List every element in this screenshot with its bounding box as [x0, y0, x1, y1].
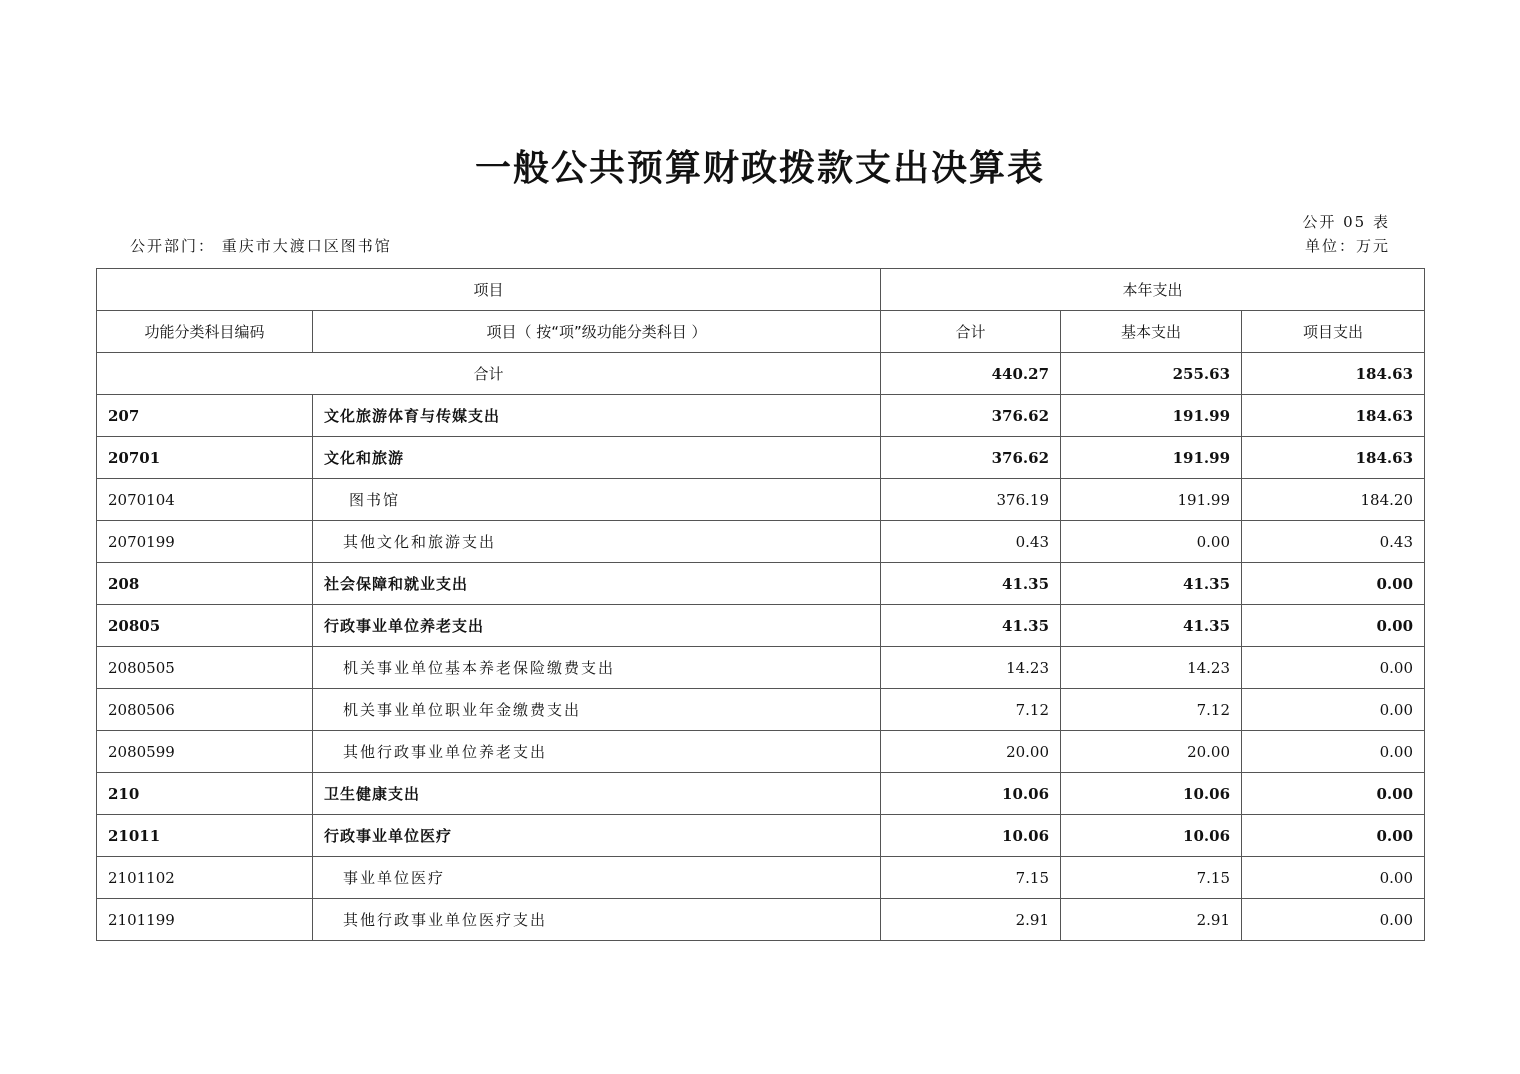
row-basic: 0.00 — [1061, 521, 1242, 563]
table-row — [97, 605, 1425, 647]
header-basic: 基本支出 — [1061, 311, 1242, 353]
row-name: 文化和旅游 — [313, 437, 881, 479]
table-row — [97, 479, 1425, 521]
row-code: 208 — [97, 563, 313, 605]
row-name: 图书馆 — [313, 479, 881, 521]
row-code: 2070199 — [97, 521, 313, 563]
row-code: 20805 — [97, 605, 313, 647]
row-basic: 41.35 — [1061, 563, 1242, 605]
total-sum: 440.27 — [881, 353, 1061, 395]
row-basic: 191.99 — [1061, 479, 1242, 521]
table-row — [97, 815, 1425, 857]
row-project: 184.63 — [1242, 437, 1425, 479]
row-project: 0.00 — [1242, 731, 1425, 773]
expenditure-table — [96, 268, 1425, 941]
header-name: 项目（ 按“项”级功能分类科目 ） — [313, 311, 881, 353]
row-code: 207 — [97, 395, 313, 437]
row-code: 210 — [97, 773, 313, 815]
row-project: 0.00 — [1242, 689, 1425, 731]
header-project: 项目支出 — [1242, 311, 1425, 353]
total-project: 184.63 — [1242, 353, 1425, 395]
total-label: 合计 — [97, 353, 881, 395]
row-name: 机关事业单位职业年金缴费支出 — [313, 689, 881, 731]
row-project: 0.00 — [1242, 857, 1425, 899]
unit-label: 单位：万元 — [1304, 237, 1390, 255]
table-row — [97, 857, 1425, 899]
row-name: 卫生健康支出 — [313, 773, 881, 815]
row-total: 10.06 — [881, 773, 1061, 815]
row-project: 0.00 — [1242, 563, 1425, 605]
row-total: 20.00 — [881, 731, 1061, 773]
row-project: 0.00 — [1242, 605, 1425, 647]
row-project: 0.43 — [1242, 521, 1425, 563]
table-row — [97, 521, 1425, 563]
row-name: 社会保障和就业支出 — [313, 563, 881, 605]
row-code: 20701 — [97, 437, 313, 479]
row-project: 0.00 — [1242, 815, 1425, 857]
row-total: 376.62 — [881, 437, 1061, 479]
row-basic: 2.91 — [1061, 899, 1242, 941]
row-name: 机关事业单位基本养老保险缴费支出 — [313, 647, 881, 689]
header-total: 合计 — [881, 311, 1061, 353]
header-item: 项目 — [97, 269, 881, 311]
row-code: 2080506 — [97, 689, 313, 731]
row-basic: 41.35 — [1061, 605, 1242, 647]
row-project: 184.63 — [1242, 395, 1425, 437]
row-code: 2080505 — [97, 647, 313, 689]
row-code: 21011 — [97, 815, 313, 857]
row-project: 0.00 — [1242, 899, 1425, 941]
header-row-columns — [97, 311, 1425, 353]
row-name: 其他行政事业单位养老支出 — [313, 731, 881, 773]
row-basic: 191.99 — [1061, 437, 1242, 479]
row-name: 行政事业单位医疗 — [313, 815, 881, 857]
header-row-top — [97, 269, 1425, 311]
row-code: 2101199 — [97, 899, 313, 941]
table-row — [97, 395, 1425, 437]
header-year-expenditure: 本年支出 — [881, 269, 1425, 311]
row-project: 0.00 — [1242, 647, 1425, 689]
form-number: 公开 05 表 — [1302, 213, 1390, 231]
page-title: 一般公共预算财政拨款支出决算表 — [474, 148, 1045, 189]
row-total: 41.35 — [881, 605, 1061, 647]
row-basic: 10.06 — [1061, 773, 1242, 815]
department-label: 公开部门： 重庆市大渡口区图书馆 — [130, 237, 392, 255]
row-name: 文化旅游体育与传媒支出 — [313, 395, 881, 437]
row-name: 其他文化和旅游支出 — [313, 521, 881, 563]
header-code: 功能分类科目编码 — [97, 311, 313, 353]
row-total: 10.06 — [881, 815, 1061, 857]
row-total: 41.35 — [881, 563, 1061, 605]
row-basic: 7.15 — [1061, 857, 1242, 899]
row-name: 其他行政事业单位医疗支出 — [313, 899, 881, 941]
table-row — [97, 773, 1425, 815]
row-total: 0.43 — [881, 521, 1061, 563]
table-row — [97, 563, 1425, 605]
row-code: 2070104 — [97, 479, 313, 521]
row-basic: 10.06 — [1061, 815, 1242, 857]
row-total: 7.12 — [881, 689, 1061, 731]
row-total: 7.15 — [881, 857, 1061, 899]
row-code: 2101102 — [97, 857, 313, 899]
row-basic: 7.12 — [1061, 689, 1242, 731]
row-project: 0.00 — [1242, 773, 1425, 815]
table-row — [97, 647, 1425, 689]
row-basic: 14.23 — [1061, 647, 1242, 689]
table-row — [97, 437, 1425, 479]
row-basic: 191.99 — [1061, 395, 1242, 437]
row-total: 2.91 — [881, 899, 1061, 941]
row-total: 14.23 — [881, 647, 1061, 689]
row-name: 事业单位医疗 — [313, 857, 881, 899]
row-code: 2080599 — [97, 731, 313, 773]
row-basic: 20.00 — [1061, 731, 1242, 773]
table-row — [97, 899, 1425, 941]
total-row — [97, 353, 1425, 395]
table-row — [97, 689, 1425, 731]
row-total: 376.19 — [881, 479, 1061, 521]
row-name: 行政事业单位养老支出 — [313, 605, 881, 647]
total-basic: 255.63 — [1061, 353, 1242, 395]
row-project: 184.20 — [1242, 479, 1425, 521]
table-row — [97, 731, 1425, 773]
row-total: 376.62 — [881, 395, 1061, 437]
